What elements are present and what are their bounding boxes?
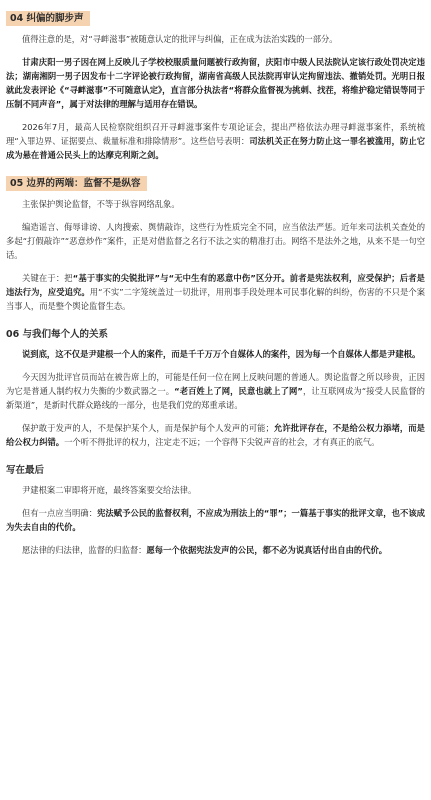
paragraph: 保护敢于发声的人，不是保护某个人，而是保护每个人发声的可能；允许批评存在，不是给公权力添堵，而是给公权力纠错。一个听不得批评的权力，注定走不远；一个容得下尖锐声音的社会，才有真正的底气。 (6, 423, 425, 447)
section-title-closing: 写在最后 (6, 465, 45, 476)
paragraph: 甘肃庆阳一男子因在网上反映儿子学校校服质量问题被行政拘留，庆阳市中级人民法院认定该行政处罚决定违法；湖南湘阴一男子因发布十二字评论被行政拘留，湖南省高级人民法院再审认定拘留违法、撤销处罚。光明日报就此发表评论《“寻衅滋事”不可随意认定》，直言部分执法者“将群众监督视为挑刺、找茬，将维护稳定错误等同于压制不同声音”，属于对法律的理解与适用存在错误。 (6, 57, 425, 109)
section-title-06: 06 与我们每个人的关系 (6, 329, 109, 340)
paragraph: 今天因为批评官员而站在被告席上的，可能是任何一位在网上反映问题的普通人。舆论监督之所以珍贵，正因为它是普通人制约权力失衡的少数武器之一。“老百姓上了网，民意也就上了网”，让互联网成为“接受人民监督的新渠道”，是新时代群众路线的一部分，也是我们党的郑重承诺。 (6, 372, 425, 410)
paragraph: 说到底，这不仅是尹建根一个人的案件，而是千千万万个自媒体人的案件，因为每一个自媒体人都是尹建根。 (22, 349, 421, 359)
section-title-05: 05 边界的两端：监督不是纵容 (6, 176, 147, 191)
paragraph: 关键在于：把“基于事实的尖锐批评”与“无中生有的恶意中伤”区分开。前者是宪法权利，应受保护；后者是违法行为，应受追究。用“不实”二字笼统盖过一切批评，用刑事手段处理本可民事化解的纠纷，伤害的不只是个案当事人，而是整个舆论监督生态。 (6, 273, 425, 311)
section-title-04: 04 纠偏的脚步声 (6, 11, 90, 26)
paragraph: 值得注意的是，对“寻衅滋事”被随意认定的批评与纠偏，正在成为法治实践的一部分。 (22, 34, 338, 44)
paragraph: 编造谣言、侮辱诽谤、人肉搜索、舆情敲诈，这些行为性质完全不同，应当依法严惩。近年来司法机关查处的多起“打假敲诈”“恶意炒作”案件，正是对借监督之名行不法之实的精准打击。网络不是法外之地，从来不是一句空话。 (6, 222, 425, 260)
paragraph: 愿法律的归法律，监督的归监督：愿每一个依据宪法发声的公民，都不必为说真话付出自由的代价。 (22, 545, 388, 555)
paragraph: 尹建根案二审即将开庭，最终答案要交给法律。 (22, 485, 197, 495)
paragraph: 但有一点应当明确：宪法赋予公民的监督权利，不应成为刑法上的“罪”；一篇基于事实的批评文章，也不该成为失去自由的代价。 (6, 508, 425, 532)
paragraph: 2026年7月，最高人民检察院组织召开寻衅滋事案件专项论证会，提出严格依法办理寻衅滋事案件，系统梳理“入罪边界、证据要点、裁量标准和排除情形”。这些信号表明：司法机关正在努力防止这一罪名被滥用，防止它成为悬在普通公民头上的达摩克利斯之剑。 (6, 122, 425, 160)
paragraph: 主张保护舆论监督，不等于纵容网络乱象。 (22, 199, 180, 209)
